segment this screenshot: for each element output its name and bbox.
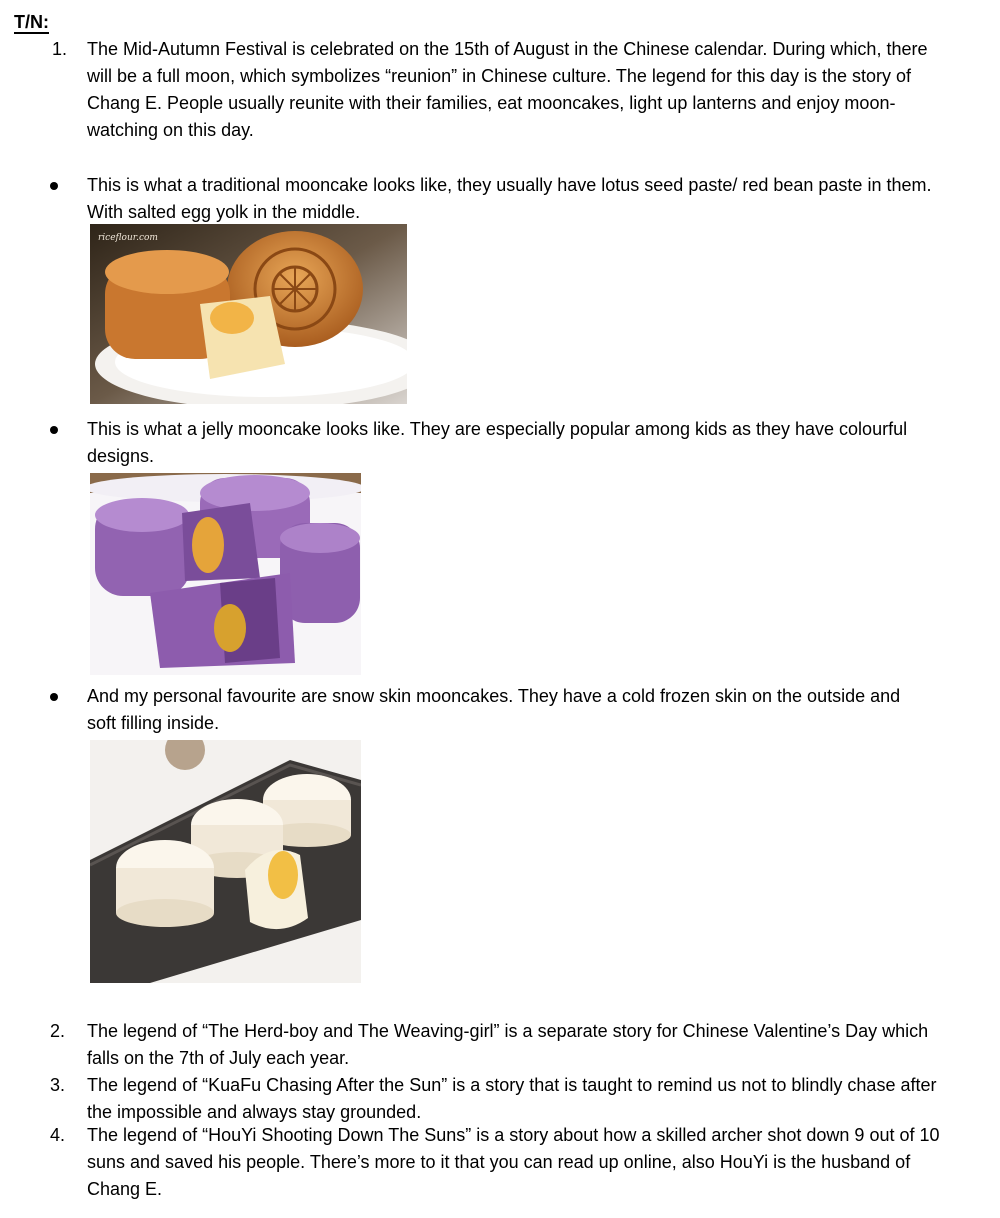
bullet-item-text: This is what a traditional mooncake looks like, they usually have lotus seed paste/ red bean paste in them. With salted egg yolk in the middle. (87, 175, 932, 222)
jelly-mooncake-photo (90, 473, 361, 675)
list-item-text: The legend of “HouYi Shooting Down The Suns” is a story about how a skilled archer shot down 9 out of 10 suns and saved his people. There’s more to it that you can read up online, also HouYi is the husband of Chang E. (87, 1125, 940, 1199)
list-number: 4. (50, 1125, 66, 1145)
snowskin-mooncake-photo (90, 740, 361, 983)
bullet-item-text: This is what a jelly mooncake looks like. They are especially popular among kids as they have colourful designs. (87, 419, 908, 466)
list-item-text: The Mid-Autumn Festival is celebrated on the 15th of August in the Chinese calendar. During which, there will be a full moon, which symbolizes “reunion” in Chinese culture. The legend for this day is the story of Chang E. People usually reunite with their families, eat mooncakes, light up lanterns and enjoy moon-watching on this day. (87, 39, 928, 140)
bullet-item-text: And my personal favourite are snow skin mooncakes. They have a cold frozen skin on the outside and soft filling inside. (87, 686, 901, 733)
bullet-icon (50, 426, 58, 434)
list-number: 1. (52, 39, 68, 59)
page-title: T/N: (14, 12, 49, 32)
traditional-mooncake-photo (90, 224, 407, 404)
list-number: 2. (50, 1021, 66, 1041)
bullet-icon (50, 693, 58, 701)
list-item-text: The legend of “The Herd-boy and The Weaving-girl” is a separate story for Chinese Valentine’s Day which falls on the 7th of July each year. (87, 1021, 929, 1068)
bullet-icon (50, 182, 58, 190)
list-item-text: The legend of “KuaFu Chasing After the Sun” is a story that is taught to remind us not to blindly chase after the impossible and always stay grounded. (87, 1075, 937, 1122)
list-number: 3. (50, 1075, 66, 1095)
photo-watermark: riceflour.com (98, 233, 158, 243)
